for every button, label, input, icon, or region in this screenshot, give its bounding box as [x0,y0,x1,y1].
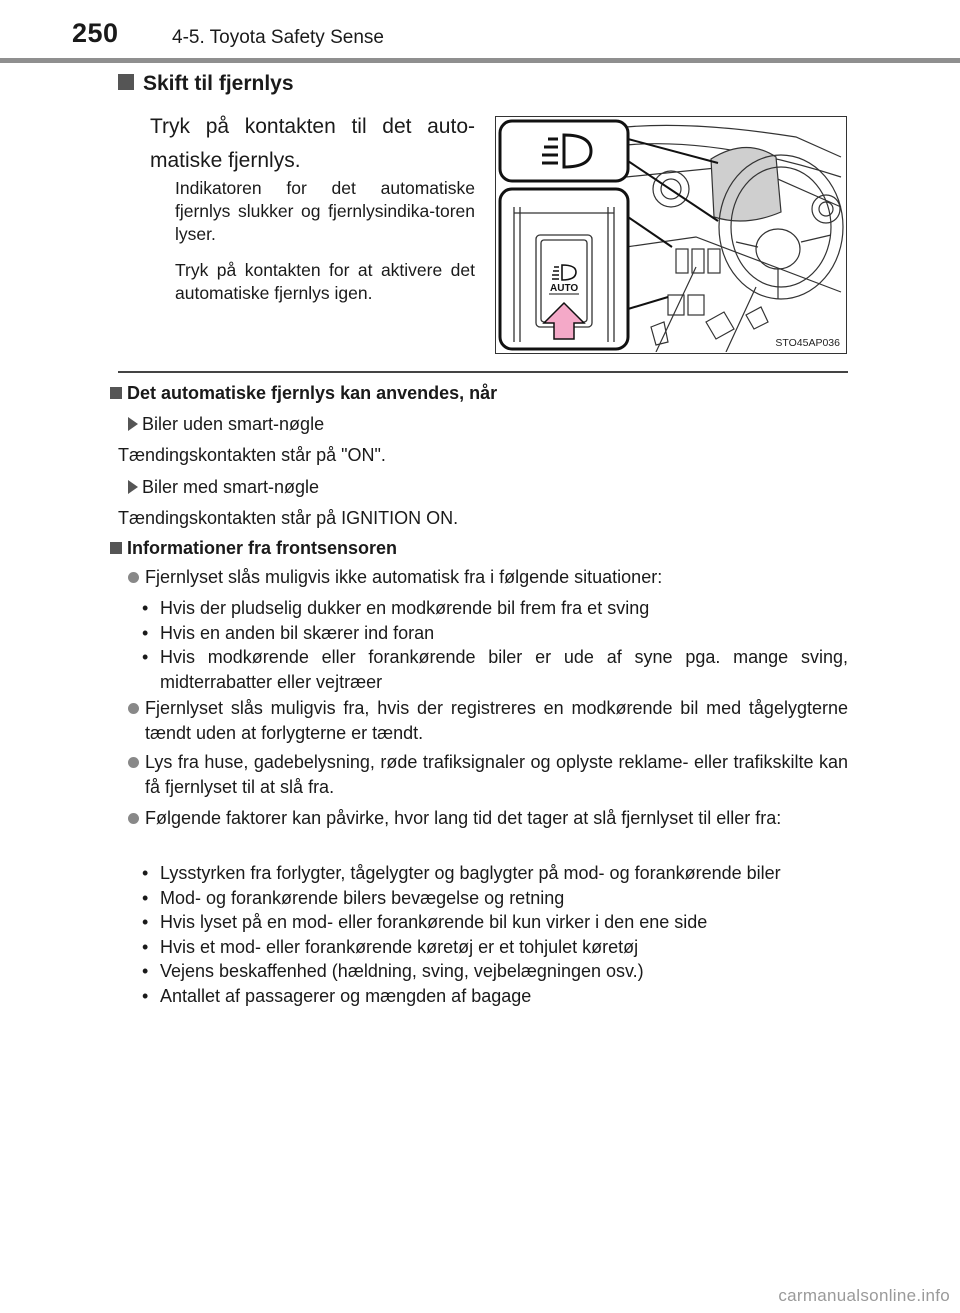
list-item: • Lysstyrken fra forlygter, tågelygter og baglygter på mod- og forankørende biler [142,861,848,886]
usage-heading-text: Det automatiske fjernlys kan anvendes, når [127,383,498,403]
list-item: • Mod- og forankørende bilers bevægelse og retning [142,886,848,911]
dashboard-illustration [495,116,847,354]
list-item: • Hvis modkørende eller forankørende biler er ude af syne pga. mange sving, midterrabatter eller vejtræer [142,645,848,694]
sensor-bullet-1 [128,565,848,590]
usage-heading [110,383,497,404]
switch-note-2: Tryk på kontakten for at aktivere det automatiske fjernlys igen. [175,260,475,303]
square-bullet-icon [110,542,122,554]
circle-bullet-icon [128,813,139,824]
list-item: • Antallet af passagerer og mængden af bagage [142,984,848,1009]
watermark: carmanualsonline.info [778,1286,950,1305]
list-item: • Hvis der pludselig dukker en modkørende bil frem fra et sving [142,596,848,621]
list-item: • Hvis lyset på en mod- eller forankørende bil kun virker i den ene side [142,910,848,935]
usage-item-text-2: Tændingskontakten står på IGNITION ON. [118,508,459,528]
switch-heading-text: Skift til fjernlys [143,72,294,95]
list-item: • Hvis en anden bil skærer ind foran [142,621,848,646]
circle-bullet-icon [128,703,139,714]
list-item: • Hvis et mod- eller forankørende køretøj er et tohjulet køretøj [142,935,848,960]
sensor-bullet-3 [128,750,848,800]
square-bullet-icon [110,387,122,399]
usage-item-label-text: Biler uden smart-nøgle [142,414,325,434]
sensor-heading-text: Informationer fra frontsensoren [127,538,398,558]
header-rule [0,58,960,63]
triangle-bullet-icon [128,417,138,431]
section-title: 4-5. Toyota Safety Sense [172,27,384,48]
list-item: • Vejens beskaffenhed (hældning, sving, vejbelægningen osv.) [142,959,848,984]
switch-step: Tryk på kontakten til det auto-matiske fjernlys. [150,115,475,172]
sensor-bullet-text: Fjernlyset slås muligvis ikke automatisk fra i følgende situationer: [145,567,663,587]
usage-item-label-1 [128,412,324,436]
usage-item-label-text: Biler med smart-nøgle [142,477,320,497]
sensor-bullet-1-list [142,596,848,694]
sensor-bullet-2 [128,696,848,746]
triangle-bullet-icon [128,480,138,494]
sensor-heading [110,538,397,559]
dashboard-drawing [496,117,845,352]
sensor-bullet-text: Fjernlyset slås muligvis fra, hvis der registreres en modkørende bil med tågelygterne tændt uden at forlygterne er tændt. [145,698,848,743]
sensor-bullet-text: Lys fra huse, gadebelysning, røde trafiksignaler og oplyste reklame- eller trafikskilte kan få fjernlyset til at slå fra. [145,752,848,797]
circle-bullet-icon [128,572,139,583]
usage-item-label-2 [128,475,319,499]
figure-code: STO45AP036 [775,337,840,349]
page-number: 250 [72,18,119,48]
usage-item-text-1: Tændingskontakten står på "ON". [118,445,386,465]
sensor-bullet-text: Følgende faktorer kan påvirke, hvor lang tid det tager at slå fjernlyset til eller fra: [145,808,782,828]
sensor-bullet-4 [128,806,848,831]
sensor-bullet-4-list [142,861,848,1008]
circle-bullet-icon [128,757,139,768]
switch-note-1: Indikatoren for det automatiske fjernlys slukker og fjernlysindika-toren lyser. [175,178,475,244]
section-divider [118,371,848,373]
switch-auto-label: AUTO [550,283,579,294]
square-bullet-icon [118,74,134,90]
switch-heading [118,72,294,96]
